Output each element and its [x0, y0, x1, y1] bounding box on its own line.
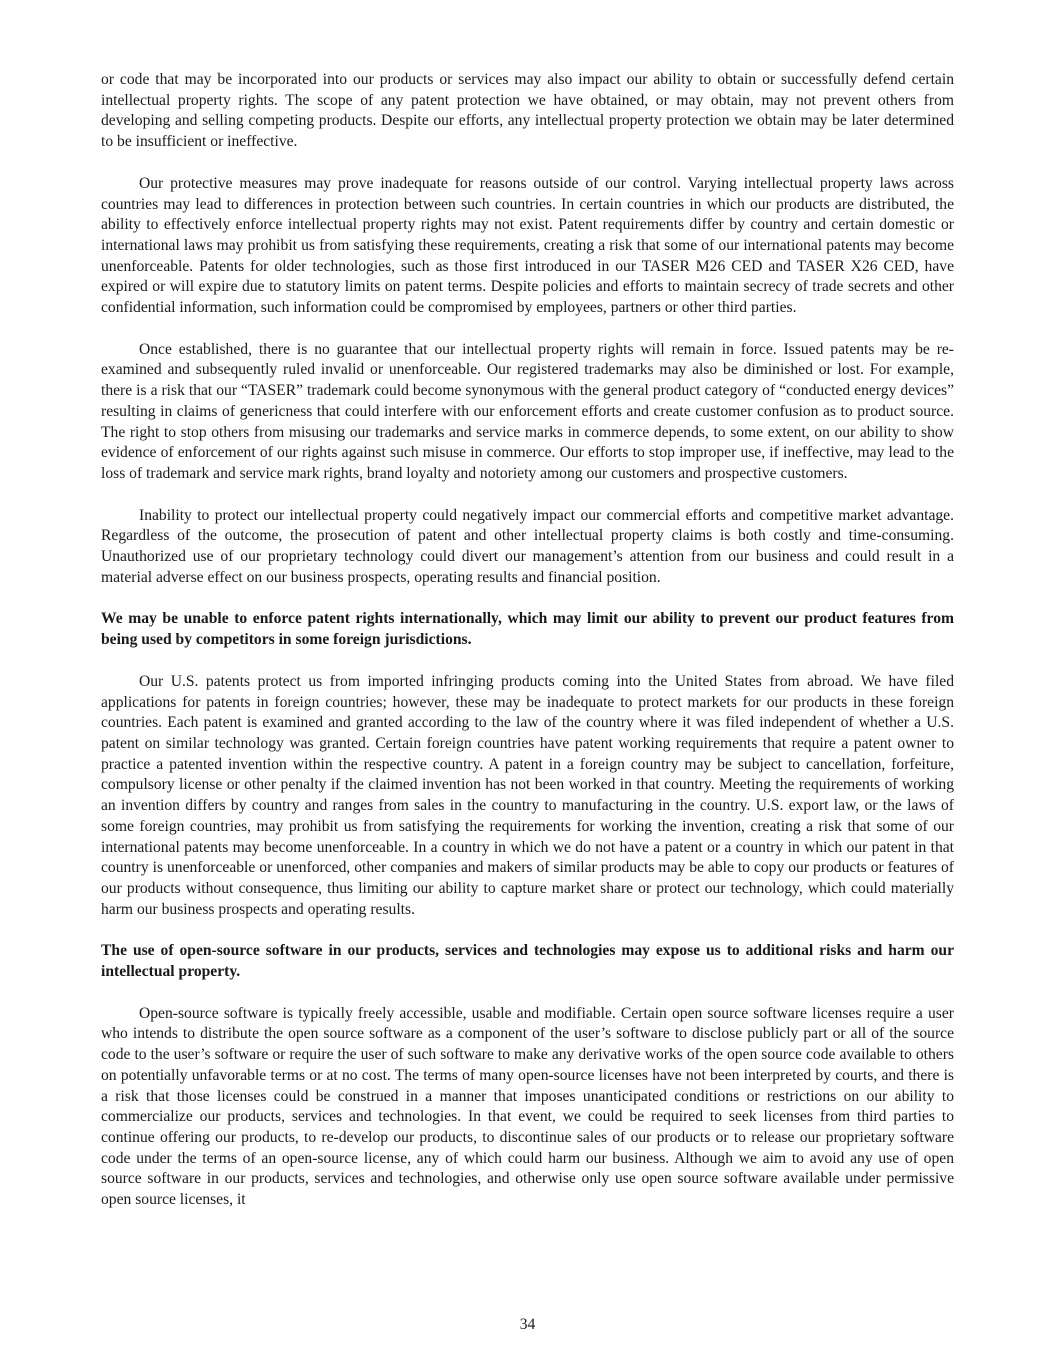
- paragraph-us-patents: Our U.S. patents protect us from imported infringing products coming into the United States from abroad. We have filed applications for patents in foreign countries; however, these may be inadequate to protect markets for our products in these foreign countries. Each patent is examined and granted according to the law of the country where it was filed independent of whether a U.S. patent on similar technology was granted. Certain foreign countries have patent working requirements that require a patent owner to practice a patented invention within the respective country. A patent in a foreign country may be subject to cancellation, forfeiture, compulsory license or other penalty if the claimed invention has not been worked in that country. Meeting the requirements of working an invention differs by country and ranges from sales in the country to manufacturing in the country. U.S. export law, or the laws of some foreign countries, may prohibit us from satisfying the requirements for working the invention, creating a risk that some of our international patents may become unenforceable. In a country in which we do not have a patent or a country in which our patent in that country is unenforceable or unenforced, other companies and makers of similar products may be able to copy our products or features of our products without consequence, thus limiting our ability to capture market share or protect our technology, which could materially harm our business prospects and operating results.: [101, 672, 954, 918]
- paragraph-protective-measures: Our protective measures may prove inadequate for reasons outside of our control. Varying intellectual property laws across countries may lead to differences in protection between such countries. In certain countries in which our products are distributed, the ability to effectively enforce intellectual property rights may not exist. Patent requirements differ by country and certain domestic or international laws may prohibit us from satisfying these requirements, creating a risk that some of our international patents may become unenforceable. Patents for older technologies, such as those first introduced in our TASER M26 CED and TASER X26 CED, have expired or will expire due to statutory limits on patent terms. Despite policies and efforts to maintain secrecy of trade secrets and other confidential information, such information could be compromised by employees, partners or other third parties.: [101, 174, 954, 317]
- paragraph-open-source: Open-source software is typically freely accessible, usable and modifiable. Certain open source software licenses require a user who intends to distribute the open source software as a component of the user’s software to disclose publicly part or all of the source code to the user’s software or require the user of such software to make any derivative works of the open source code available to others on potentially unfavorable terms or at no cost. The terms of many open-source licenses have not been interpreted by courts, and there is a risk that those licenses could be construed in a manner that imposes unanticipated conditions or restrictions on our ability to commercialize our products, services and technologies. In that event, we could be required to seek licenses from third parties to continue offering our products, to re-develop our products, to discontinue sales of our products or to release our proprietary software code under the terms of an open-source license, any of which could harm our business. Although we aim to avoid any use of open source software in our products, services and technologies, and otherwise only use open source software available under permissive open source licenses, it: [101, 1004, 954, 1209]
- heading-international-patents: We may be unable to enforce patent rights internationally, which may limit our ability to prevent our product features from being used by competitors in some foreign jurisdictions.: [101, 610, 954, 649]
- document-body: [101, 70, 954, 1211]
- page-number: 34: [519, 1316, 536, 1333]
- paragraph-rights-in-force: Once established, there is no guarantee that our intellectual property rights will remain in force. Issued patents may be re-examined and subsequently ruled invalid or unenforceable. Our registered trademarks may also be diminished or lost. For example, there is a risk that our “TASER” trademark could become synonymous with the general product category of “conducted energy devices” resulting in claims of genericness that could interfere with our enforcement efforts and create customer confusion as to product source. The right to stop others from misusing our trademarks and service marks in commerce depends, to some extent, on our ability to show evidence of enforcement of our rights against such misuse in commerce. Our efforts to stop improper use, if ineffective, may lead to the loss of trademark and service mark rights, brand loyalty and notoriety among our customers and prospective customers.: [101, 340, 954, 482]
- paragraph-inability-to-protect: Inability to protect our intellectual property could negatively impact our commercial efforts and competitive market advantage. Regardless of the outcome, the prosecution of patent and other intellectual property claims is both costly and time-consuming. Unauthorized use of our proprietary technology could divert our management’s attention from our business and could result in a material adverse effect on our business prospects, operating results and financial position.: [101, 506, 954, 586]
- paragraph-ip-scope: or code that may be incorporated into our products or services may also impact our ability to obtain or successfully defend certain intellectual property rights. The scope of any patent protection we have obtained, or may obtain, may not prevent others from developing and selling competing products. Despite our efforts, any intellectual property protection we obtain may be later determined to be insufficient or ineffective.: [101, 71, 954, 151]
- heading-open-source: The use of open-source software in our products, services and technologies may expose us to additional risks and harm our intellectual property.: [101, 942, 954, 981]
